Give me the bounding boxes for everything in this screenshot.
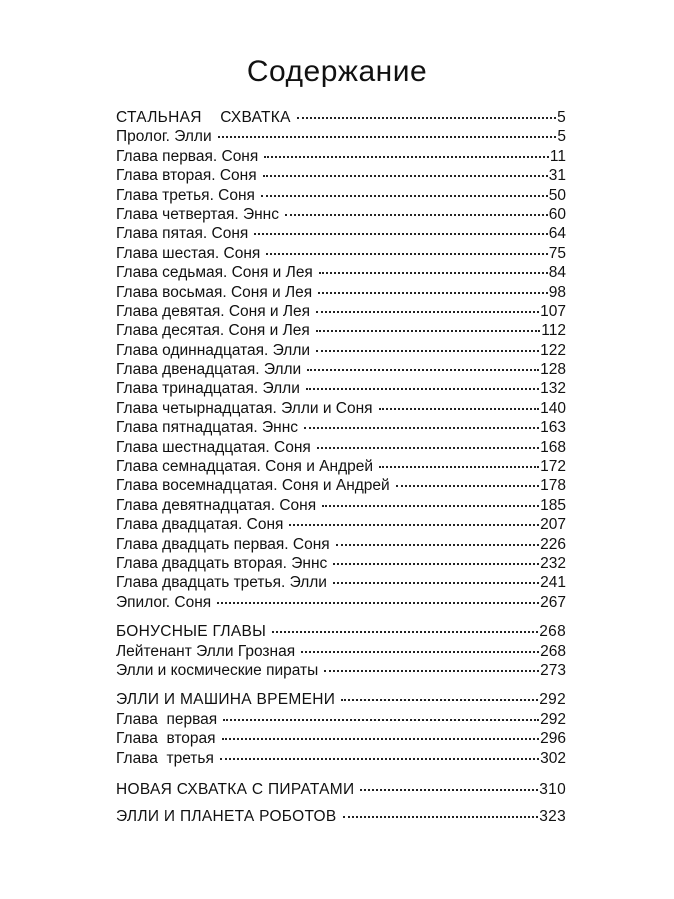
- toc-entry: [116, 244, 566, 263]
- dot-leader: [306, 387, 539, 390]
- toc-entry-page: 207: [540, 516, 566, 534]
- toc-entry-page: 5: [557, 128, 566, 146]
- toc-entry-label: ЭЛЛИ И ПЛАНЕТА РОБОТОВ: [116, 808, 337, 826]
- toc-entry-page: 273: [540, 661, 566, 679]
- toc-entry: [116, 283, 566, 302]
- toc-entry-label: Глава двенадцатая. Элли: [116, 361, 302, 379]
- toc-entry-page: 292: [540, 710, 566, 728]
- toc-entry-label: Глава третья. Соня: [116, 186, 255, 204]
- toc-part-entry: [116, 622, 566, 641]
- dot-leader: [318, 291, 548, 294]
- toc-entry-page: 122: [540, 341, 566, 359]
- toc-entry-label: Глава десятая. Соня и Лея: [116, 322, 310, 340]
- toc-entry: [116, 593, 566, 612]
- toc-entry-label: Глава пятая. Соня: [116, 225, 249, 243]
- toc-entry-label: ЭЛЛИ И МАШИНА ВРЕМЕНИ: [116, 691, 336, 709]
- dot-leader: [343, 815, 539, 818]
- dot-leader: [266, 252, 547, 255]
- toc-entry-label: Глава девятая. Соня и Лея: [116, 302, 311, 320]
- dot-leader: [261, 194, 548, 197]
- dot-leader: [264, 155, 549, 158]
- dot-leader: [272, 630, 538, 633]
- toc-entry-label: Элли и космические пираты: [116, 661, 319, 679]
- dot-leader: [322, 504, 539, 507]
- toc-entry-page: 11: [549, 147, 566, 165]
- dot-leader: [396, 484, 539, 487]
- toc-entry: [116, 263, 566, 282]
- toc-entry-label: Глава вторая: [116, 730, 216, 748]
- dot-leader: [341, 698, 538, 701]
- toc-part-entry: [116, 807, 566, 826]
- toc-entry-label: Лейтенант Элли Грозная: [116, 642, 296, 660]
- toc-entry: [116, 496, 566, 515]
- toc-entry-page: 163: [540, 419, 566, 437]
- toc-entry: [116, 147, 566, 166]
- toc-entry: [116, 749, 566, 768]
- toc-entry: [116, 573, 566, 592]
- toc-entry-page: 140: [540, 399, 566, 417]
- toc-entry-label: Глава первая. Соня: [116, 147, 259, 165]
- toc-entry-label: Глава семнадцатая. Соня и Андрей: [116, 458, 374, 476]
- toc-entry-page: 132: [540, 380, 566, 398]
- toc-entry-label: Глава четырнадцатая. Элли и Соня: [116, 399, 373, 417]
- dot-leader: [304, 426, 539, 429]
- toc-entry-page: 178: [540, 477, 566, 495]
- toc-entry: [116, 535, 566, 554]
- dot-leader: [217, 601, 539, 604]
- dot-leader: [263, 174, 548, 177]
- dot-leader: [316, 329, 541, 332]
- toc-entry: [116, 457, 566, 476]
- dot-leader: [297, 116, 556, 119]
- toc-entry-page: 310: [539, 780, 566, 798]
- toc-entry-label: Глава одиннадцатая. Элли: [116, 341, 311, 359]
- toc-entry-label: Глава двадцать третья. Элли: [116, 574, 327, 592]
- toc-entry-label: Глава тринадцатая. Элли: [116, 380, 300, 398]
- toc-entry-page: 5: [557, 109, 566, 126]
- toc-entry-page: 185: [540, 496, 566, 514]
- toc-entry: [116, 205, 566, 224]
- toc-entry: [116, 166, 566, 185]
- toc-entry-label: СТАЛЬНАЯ СХВАТКА: [116, 109, 291, 126]
- toc-entry-page: 128: [540, 361, 566, 379]
- toc-entry-page: 98: [548, 283, 566, 301]
- toc-entry-label: Глава пятнадцатая. Эннс: [116, 419, 299, 437]
- dot-leader: [223, 718, 539, 721]
- toc-entry-label: Глава вторая. Соня: [116, 167, 257, 185]
- dot-leader: [316, 349, 539, 352]
- toc-entry-page: 268: [540, 642, 566, 660]
- toc-entry-label: Глава третья: [116, 749, 214, 767]
- dot-leader: [379, 407, 540, 410]
- toc-entry-page: 50: [548, 186, 566, 204]
- toc-entry-page: 168: [540, 438, 566, 456]
- toc-entry-page: 267: [540, 593, 566, 611]
- toc-entry-label: Глава восемнадцатая. Соня и Андрей: [116, 477, 390, 495]
- toc-entry-page: 75: [548, 244, 566, 262]
- section-spacer: [116, 680, 566, 690]
- toc-entry-label: Глава четвертая. Эннс: [116, 205, 279, 223]
- toc-entry-page: 60: [548, 205, 566, 223]
- section-spacer: [116, 612, 566, 622]
- toc-entry-page: 241: [540, 574, 566, 592]
- toc-entry-label: Глава двадцать вторая. Эннс: [116, 554, 328, 572]
- toc-entry: [116, 360, 566, 379]
- toc-part-entry: [116, 690, 566, 709]
- toc-entry-label: Глава первая: [116, 710, 218, 728]
- toc-entry-page: 302: [540, 749, 566, 767]
- toc-entry: [116, 438, 566, 457]
- toc-entry-page: 296: [540, 730, 566, 748]
- table-of-contents: [116, 108, 566, 827]
- toc-entry: [116, 341, 566, 360]
- dot-leader: [285, 213, 548, 216]
- dot-leader: [317, 446, 539, 449]
- toc-entry-label: НОВАЯ СХВАТКА С ПИРАТАМИ: [116, 780, 355, 798]
- dot-leader: [301, 650, 539, 653]
- dot-leader: [307, 368, 539, 371]
- dot-leader: [222, 737, 540, 740]
- toc-entry-page: 323: [539, 808, 566, 826]
- toc-entry: [116, 321, 566, 340]
- toc-part-entry: [116, 108, 566, 127]
- toc-entry: [116, 554, 566, 573]
- toc-entry-label: Глава восьмая. Соня и Лея: [116, 283, 313, 301]
- toc-entry-label: Пролог. Элли: [116, 128, 212, 146]
- toc-entry: [116, 710, 566, 729]
- dot-leader: [360, 788, 538, 791]
- toc-entry-page: 232: [540, 554, 566, 572]
- toc-entry-label: Глава двадцатая. Соня: [116, 516, 284, 534]
- section-spacer: [116, 768, 566, 780]
- dot-leader: [333, 562, 539, 565]
- toc-entry-page: 107: [540, 302, 566, 320]
- dot-leader: [379, 465, 539, 468]
- dot-leader: [289, 523, 539, 526]
- toc-entry: [116, 476, 566, 495]
- dot-leader: [220, 757, 539, 760]
- dot-leader: [319, 271, 548, 274]
- dot-leader: [254, 232, 547, 235]
- toc-entry-page: 268: [539, 623, 566, 641]
- toc-part-entry: [116, 780, 566, 799]
- page-title: Содержание: [246, 55, 428, 88]
- toc-entry: [116, 418, 566, 437]
- toc-entry: [116, 642, 566, 661]
- toc-entry: [116, 302, 566, 321]
- toc-entry: [116, 399, 566, 418]
- toc-entry: [116, 729, 566, 748]
- toc-entry-page: 64: [548, 225, 566, 243]
- toc-entry-page: 31: [548, 167, 566, 185]
- toc-entry-label: Глава девятнадцатая. Соня: [116, 496, 317, 514]
- section-spacer: [116, 799, 566, 807]
- dot-leader: [218, 135, 557, 138]
- toc-entry-label: Глава шестая. Соня: [116, 244, 261, 262]
- toc-entry-label: Эпилог. Соня: [116, 593, 212, 611]
- toc-entry-label: БОНУСНЫЕ ГЛАВЫ: [116, 623, 267, 641]
- dot-leader: [336, 543, 539, 546]
- toc-entry: [116, 379, 566, 398]
- toc-entry: [116, 661, 566, 680]
- toc-entry-page: 112: [541, 322, 566, 340]
- toc-entry-page: 172: [540, 458, 566, 476]
- toc-entry: [116, 515, 566, 534]
- toc-entry-page: 292: [539, 691, 566, 709]
- toc-entry-label: Глава седьмая. Соня и Лея: [116, 264, 313, 282]
- toc-entry: [116, 224, 566, 243]
- dot-leader: [316, 310, 539, 313]
- toc-entry-label: Глава шестнадцатая. Соня: [116, 438, 311, 456]
- dot-leader: [324, 669, 539, 672]
- toc-entry-label: Глава двадцать первая. Соня: [116, 535, 330, 553]
- toc-entry-page: 84: [548, 264, 566, 282]
- toc-entry: [116, 186, 566, 205]
- toc-entry-page: 226: [540, 535, 566, 553]
- dot-leader: [333, 581, 539, 584]
- toc-entry: [116, 127, 566, 146]
